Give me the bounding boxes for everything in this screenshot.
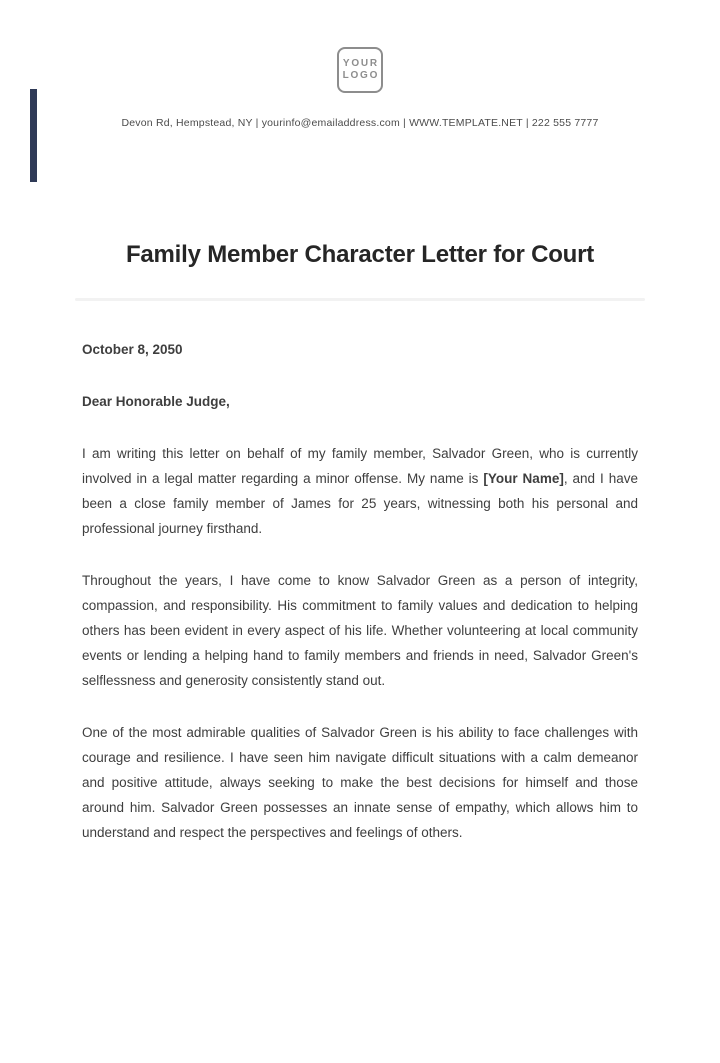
your-name-placeholder: [Your Name] bbox=[483, 471, 564, 486]
accent-bar bbox=[30, 89, 37, 182]
logo-placeholder bbox=[337, 47, 383, 93]
paragraph-1-text-before: I am writing this letter on behalf of my family member, Salvador Green, who is currently involved in a legal matter regarding a minor offense. My name is bbox=[82, 446, 638, 486]
letterhead bbox=[0, 47, 720, 129]
logo-text-line2: LOGO bbox=[342, 70, 380, 81]
letter-page bbox=[0, 47, 720, 845]
paragraph-2: Throughout the years, I have come to know Salvador Green as a person of integrity, compassion, and responsibility. His commitment to family values and dedication to helping others has been evident in every aspect of his life. Whether volunteering at local community events or lending a helping hand to family members and friends in need, Salvador Green's selflessness and generosity consistently stand out. bbox=[82, 573, 638, 688]
page-title: Family Member Character Letter for Court bbox=[125, 241, 595, 268]
salutation: Dear Honorable Judge, bbox=[82, 394, 230, 409]
logo-text-line1: YOUR bbox=[342, 58, 379, 69]
letter-body bbox=[0, 337, 720, 845]
paragraph-1-text-after: , and I have been a close family member of James for 25 years, witnessing both his personal and professional journey firsthand. bbox=[82, 471, 638, 536]
paragraph-3: One of the most admirable qualities of Salvador Green is his ability to face challenges with courage and resilience. I have seen him navigate difficult situations with a calm demeanor and positive attitude, always seeking to make the best decisions for himself and those around him. Salvador Green possesses an innate sense of empathy, which allows him to understand and respect the perspectives and feelings of others. bbox=[82, 725, 638, 840]
letter-date: October 8, 2050 bbox=[82, 342, 183, 357]
paragraph-1 bbox=[82, 441, 638, 541]
contact-line: Devon Rd, Hempstead, NY | yourinfo@emailaddress.com | WWW.TEMPLATE.NET | 222 555 7777 bbox=[121, 117, 599, 129]
title-divider bbox=[75, 298, 645, 301]
